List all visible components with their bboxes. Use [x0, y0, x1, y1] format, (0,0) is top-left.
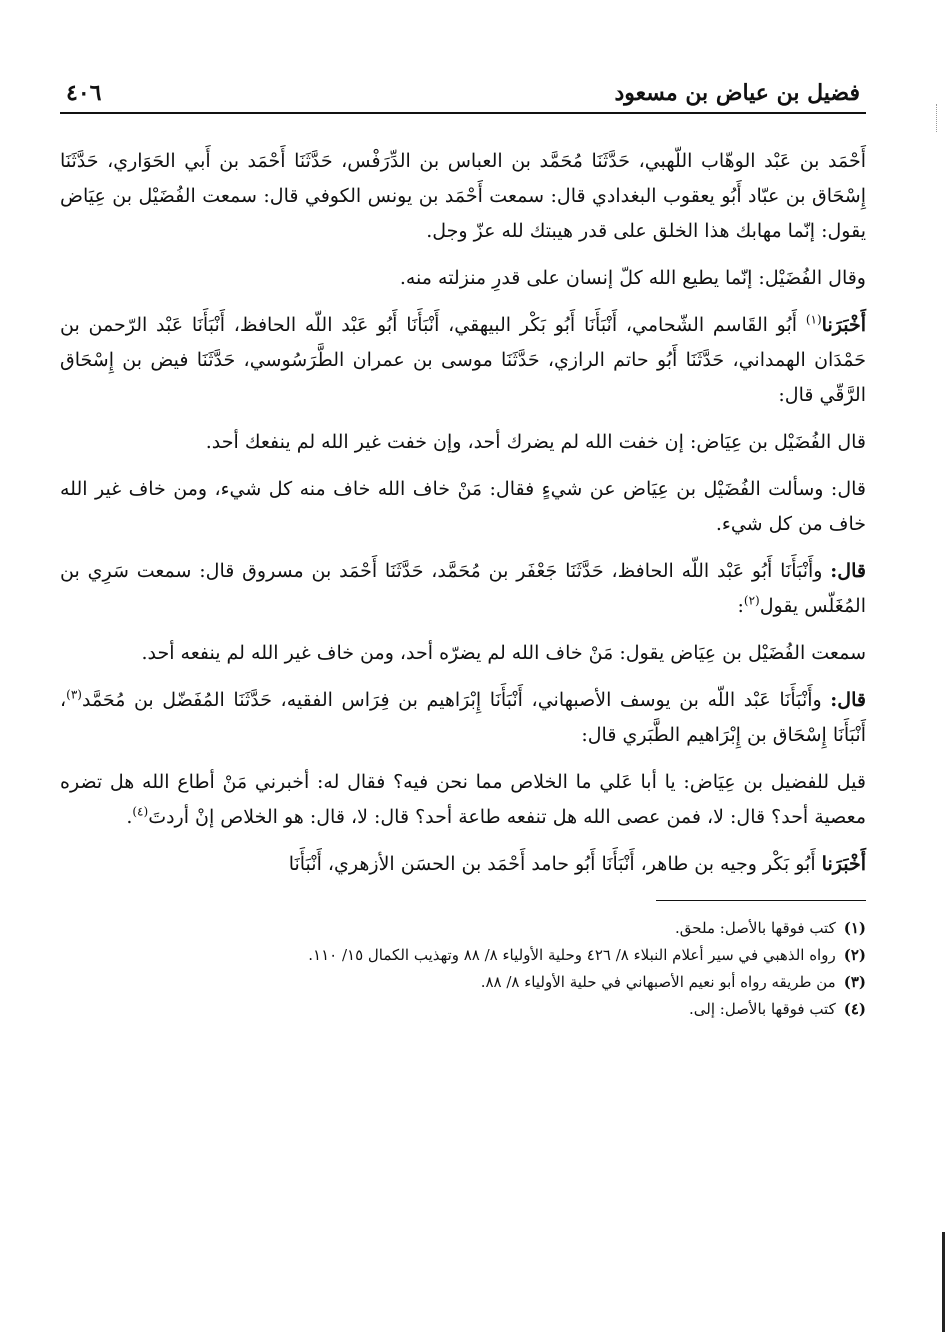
body-paragraph: [60, 636, 866, 671]
footnotes: [60, 915, 866, 1023]
paragraph-lead: قال:: [830, 560, 866, 582]
paragraph-text: قال: وسألت الفُضَيْل بن عِيَاض عن شيءٍ فقال: مَنْ خاف الله خاف منه كل شيء، ومن خاف غير الله خاف من كل شيء.: [60, 478, 866, 535]
footnote-text: رواه الذهبي في سير أعلام النبلاء ٨/ ٤٢٦ وحلية الأولياء ٨/ ٨٨ وتهذيب الكمال ١٥/ ١١٠.: [308, 946, 836, 964]
paragraph-tail: .: [126, 806, 133, 828]
paragraph-lead: أَخْبَرَنا: [821, 853, 866, 875]
footnote-item: [60, 996, 866, 1023]
footnote-item: [60, 915, 866, 942]
footnote-number: (٣): [843, 973, 866, 991]
body-paragraph: [60, 261, 866, 296]
paragraph-tail: ، أَنْبَأَنَا إِسْحَاق بن إِبْرَاهيم الطَّبَري قال:: [60, 689, 866, 746]
paragraph-text: أَحْمَد بن عَبْد الوهّاب اللّهبي، حَدَّثَنَا مُحَمَّد بن العباس بن الدِّرَفْس، حَدَّثَنَا أَحْمَد بن أَبي الحَوَاري، حَدَّثَنَا إِسْحَاق بن عبّاد أَبُو يعقوب البغدادي قال: سمعت أَحْمَد بن يونس الكوفي قال: سمعت الفُضَيْل بن عِيَاض يقول: إنّما مهابك هذا الخلق على قدر هيبتك لله عزّ وجل.: [60, 150, 866, 242]
paragraph-lead: قال:: [830, 689, 866, 711]
paragraph-text: قال الفُضَيْل بن عِيَاض: إن خفت الله لم يضرك أحد، وإن خفت غير الله لم ينفعك أحد.: [205, 431, 866, 453]
paragraph-text: وأَنْبَأَنَا أَبُو عَبْد اللّه الحافظ، حَدَّثَنَا جَعْفَر بن مُحَمَّد، حَدَّثَنَا أَحْمَد بن مسروق قال: سمعت سَرِي بن المُغَلّس يقول: [60, 560, 866, 617]
page-edge-mark: [942, 1232, 945, 1332]
page-number: ٤٠٦: [66, 80, 102, 106]
footnote-number: (٤): [843, 1000, 866, 1018]
body-paragraph: [60, 308, 866, 413]
paragraph-text: سمعت الفُضَيْل بن عِيَاض يقول: مَنْ خاف الله لم يضرّه أحد، ومن خاف غير الله لم ينفعه أحد.: [141, 642, 866, 664]
footnote-text: كتب فوقها بالأصل: ملحق.: [675, 919, 836, 937]
body-paragraph: [60, 554, 866, 624]
paragraph-text: أَبُو القَاسم الشّحامي، أَنْبَأَنَا أَبُو بَكْر البيهقي، أَنْبَأَنَا أَبُو عَبْد اللّه الحافظ، أَنْبَأَنَا عَبْد الرّحمن بن حَمْدَان الهمداني، حَدَّثَنَا أَبُو حاتم الرازي، حَدَّثَنَا موسى بن عمران الطَّرَسُوسي، حَدَّثَنَا فيض بن إِسْحَاق الرَّقّي قال:: [60, 314, 866, 406]
body-paragraph: [60, 144, 866, 249]
body-paragraph: [60, 765, 866, 835]
footnote-ref: (٣): [66, 687, 82, 702]
footnote-ref: (١): [805, 312, 822, 327]
body-paragraph: [60, 425, 866, 460]
paragraph-text: أَبُو بَكْر وجيه بن طاهر، أَنْبَأَنَا أَبُو حامد أَحْمَد بن الحسَن الأزهري، أَنْبَأَنَا: [288, 853, 822, 875]
body-paragraph: [60, 847, 866, 882]
footnote-number: (٢): [843, 946, 866, 964]
body-paragraph: [60, 683, 866, 753]
footnote-text: كتب فوقها بالأصل: إلى.: [688, 1000, 836, 1018]
footnote-divider: [656, 900, 866, 901]
footnote-text: من طريقه رواه أبو نعيم الأصبهاني في حلية الأولياء ٨/ ٨٨.: [480, 973, 836, 991]
header-title: فضيل بن عياض بن مسعود: [614, 80, 860, 106]
footnote-item: [60, 942, 866, 969]
footnote-ref: (٤): [132, 804, 149, 819]
paragraph-lead: أَخْبَرَنا: [821, 314, 866, 336]
paragraph-text: وأَنْبَأَنَا عَبْد اللّه بن يوسف الأصبهاني، أَنْبَأَنَا إِبْرَاهيم بن فِرَاس الفقيه، حَدَّثَنَا المُفَضّل بن مُحَمَّد: [81, 689, 831, 711]
paragraph-tail: :: [737, 595, 744, 617]
margin-mark: [932, 104, 937, 132]
footnote-item: [60, 969, 866, 996]
footnote-ref: (٢): [743, 593, 760, 608]
body-text: [60, 144, 866, 882]
running-header: [60, 80, 866, 114]
footnote-number: (١): [843, 919, 866, 937]
paragraph-text: قيل للفضيل بن عِيَاض: يا أبا عَلي ما الخلاص مما نحن فيه؟ فقال له: أخبرني مَنْ أطاع الله هل تضره معصية أحد؟ قال: لا، فمن عصى الله هل تنفعه طاعة أحد؟ قال: لا، قال: هو الخلاص إنْ أردتَ: [60, 771, 866, 828]
document-page: [60, 80, 866, 1023]
body-paragraph: [60, 472, 866, 542]
paragraph-text: وقال الفُضَيْل: إنّما يطيع الله كلّ إنسان على قدرِ منزلته منه.: [399, 267, 866, 289]
